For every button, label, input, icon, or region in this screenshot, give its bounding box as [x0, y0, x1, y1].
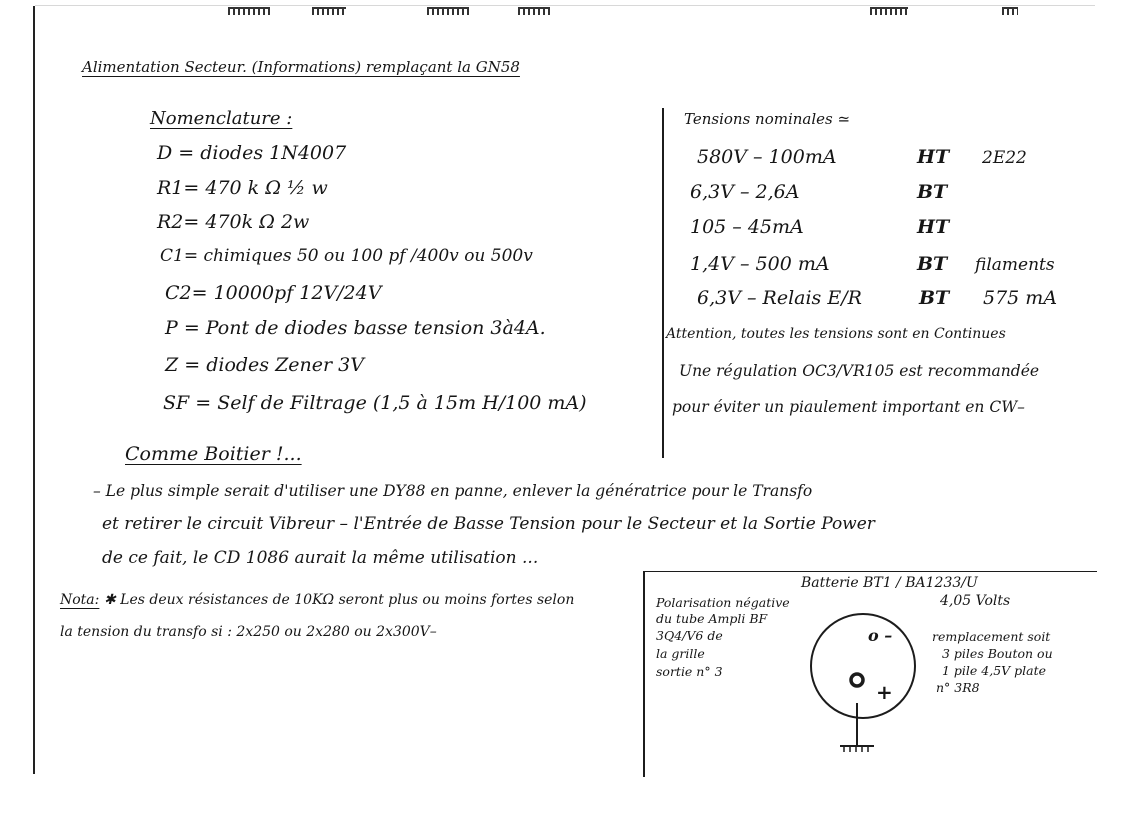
battery-right-note: 3 piles Bouton ou [942, 646, 1053, 661]
column-divider [662, 108, 664, 458]
battery-left-note: Polarisation négative [656, 595, 790, 610]
battery-left-note: 3Q4/V6 de [656, 628, 723, 643]
tensions-heading: Tensions nominales ≃ [684, 110, 851, 128]
page-left-border [33, 6, 35, 774]
nomenclature-item: P = Pont de diodes basse tension 3à4A. [165, 317, 546, 339]
nomenclature-item: D = diodes 1N4007 [157, 142, 347, 164]
attention-line: Attention, toutes les tensions sont en Continues [666, 326, 1006, 342]
battery-minus-terminal: o – [868, 626, 893, 645]
nomenclature-item: R2= 470k Ω 2w [157, 211, 310, 233]
nomenclature-heading: Nomenclature : [150, 108, 293, 129]
battery-title: Batterie BT1 / BA1233/U [801, 575, 978, 591]
battery-left-note: sortie n° 3 [656, 664, 723, 679]
nota-label: Nota: [60, 592, 100, 608]
tension-value: 580V – 100mA [697, 146, 837, 168]
battery-left-note: du tube Ampli BF [656, 611, 768, 626]
tension-type: BT [919, 287, 950, 309]
attention-line: Une régulation OC3/VR105 est recommandée [679, 362, 1040, 380]
tension-type: BT [917, 253, 948, 275]
battery-right-note: remplacement soit [932, 629, 1051, 644]
battery-right-note: 1 pile 4,5V plate [942, 663, 1047, 678]
header-scribble [228, 7, 270, 15]
tension-type: BT [917, 181, 948, 203]
nomenclature-item: Z = diodes Zener 3V [165, 354, 364, 376]
tension-value: 6,3V – Relais E/R [697, 287, 862, 309]
battery-circle-diagram [800, 598, 940, 758]
nomenclature-item: C1= chimiques 50 ou 100 pf /400v ou 500v [160, 246, 533, 266]
boitier-line: de ce fait, le CD 1086 aurait la même utilisation ... [102, 548, 539, 568]
nota-line: la tension du transfo si : 2x250 ou 2x280 ou 2x300V– [60, 624, 437, 640]
tension-value: 1,4V – 500 mA [690, 253, 830, 275]
page-top-border [35, 5, 1095, 6]
boitier-line: – Le plus simple serait d'utiliser une DY88 en panne, enlever la génératrice pour le Transfo [93, 482, 813, 500]
header-scribble [312, 7, 346, 15]
tension-value: 6,3V – 2,6A [690, 181, 800, 203]
nomenclature-item: R1= 470 k Ω ½ w [157, 177, 328, 199]
battery-voltage: 4,05 Volts [940, 593, 1011, 609]
tension-type: HT [917, 216, 950, 238]
nota-line: ✱ Les deux résistances de 10KΩ seront plus ou moins fortes selon [104, 592, 575, 608]
header-scribble [427, 7, 469, 15]
tension-extra: filaments [975, 255, 1055, 275]
tension-extra: 575 mA [983, 287, 1058, 309]
boitier-heading: Comme Boitier !... [125, 443, 302, 465]
battery-plus-terminal: + [876, 680, 893, 704]
header-scribble [1002, 7, 1018, 15]
battery-right-note: n° 3R8 [936, 680, 980, 695]
boitier-line: et retirer le circuit Vibreur – l'Entrée de Basse Tension pour le Secteur et la Sortie Power [102, 514, 875, 534]
nomenclature-item: SF = Self de Filtrage (1,5 à 15m H/100 mA) [163, 392, 587, 414]
tension-value: 105 – 45mA [690, 216, 804, 238]
header-scribble [870, 7, 908, 15]
header-scribble [518, 7, 550, 15]
attention-line: pour éviter un piaulement important en CW– [672, 398, 1025, 416]
document-title: Alimentation Secteur. (Informations) remplaçant la GN58 [82, 58, 520, 76]
tension-extra: 2E22 [982, 148, 1027, 168]
battery-left-note: la grille [656, 646, 705, 661]
nomenclature-item: C2= 10000pf 12V/24V [165, 282, 382, 304]
tension-type: HT [917, 146, 950, 168]
